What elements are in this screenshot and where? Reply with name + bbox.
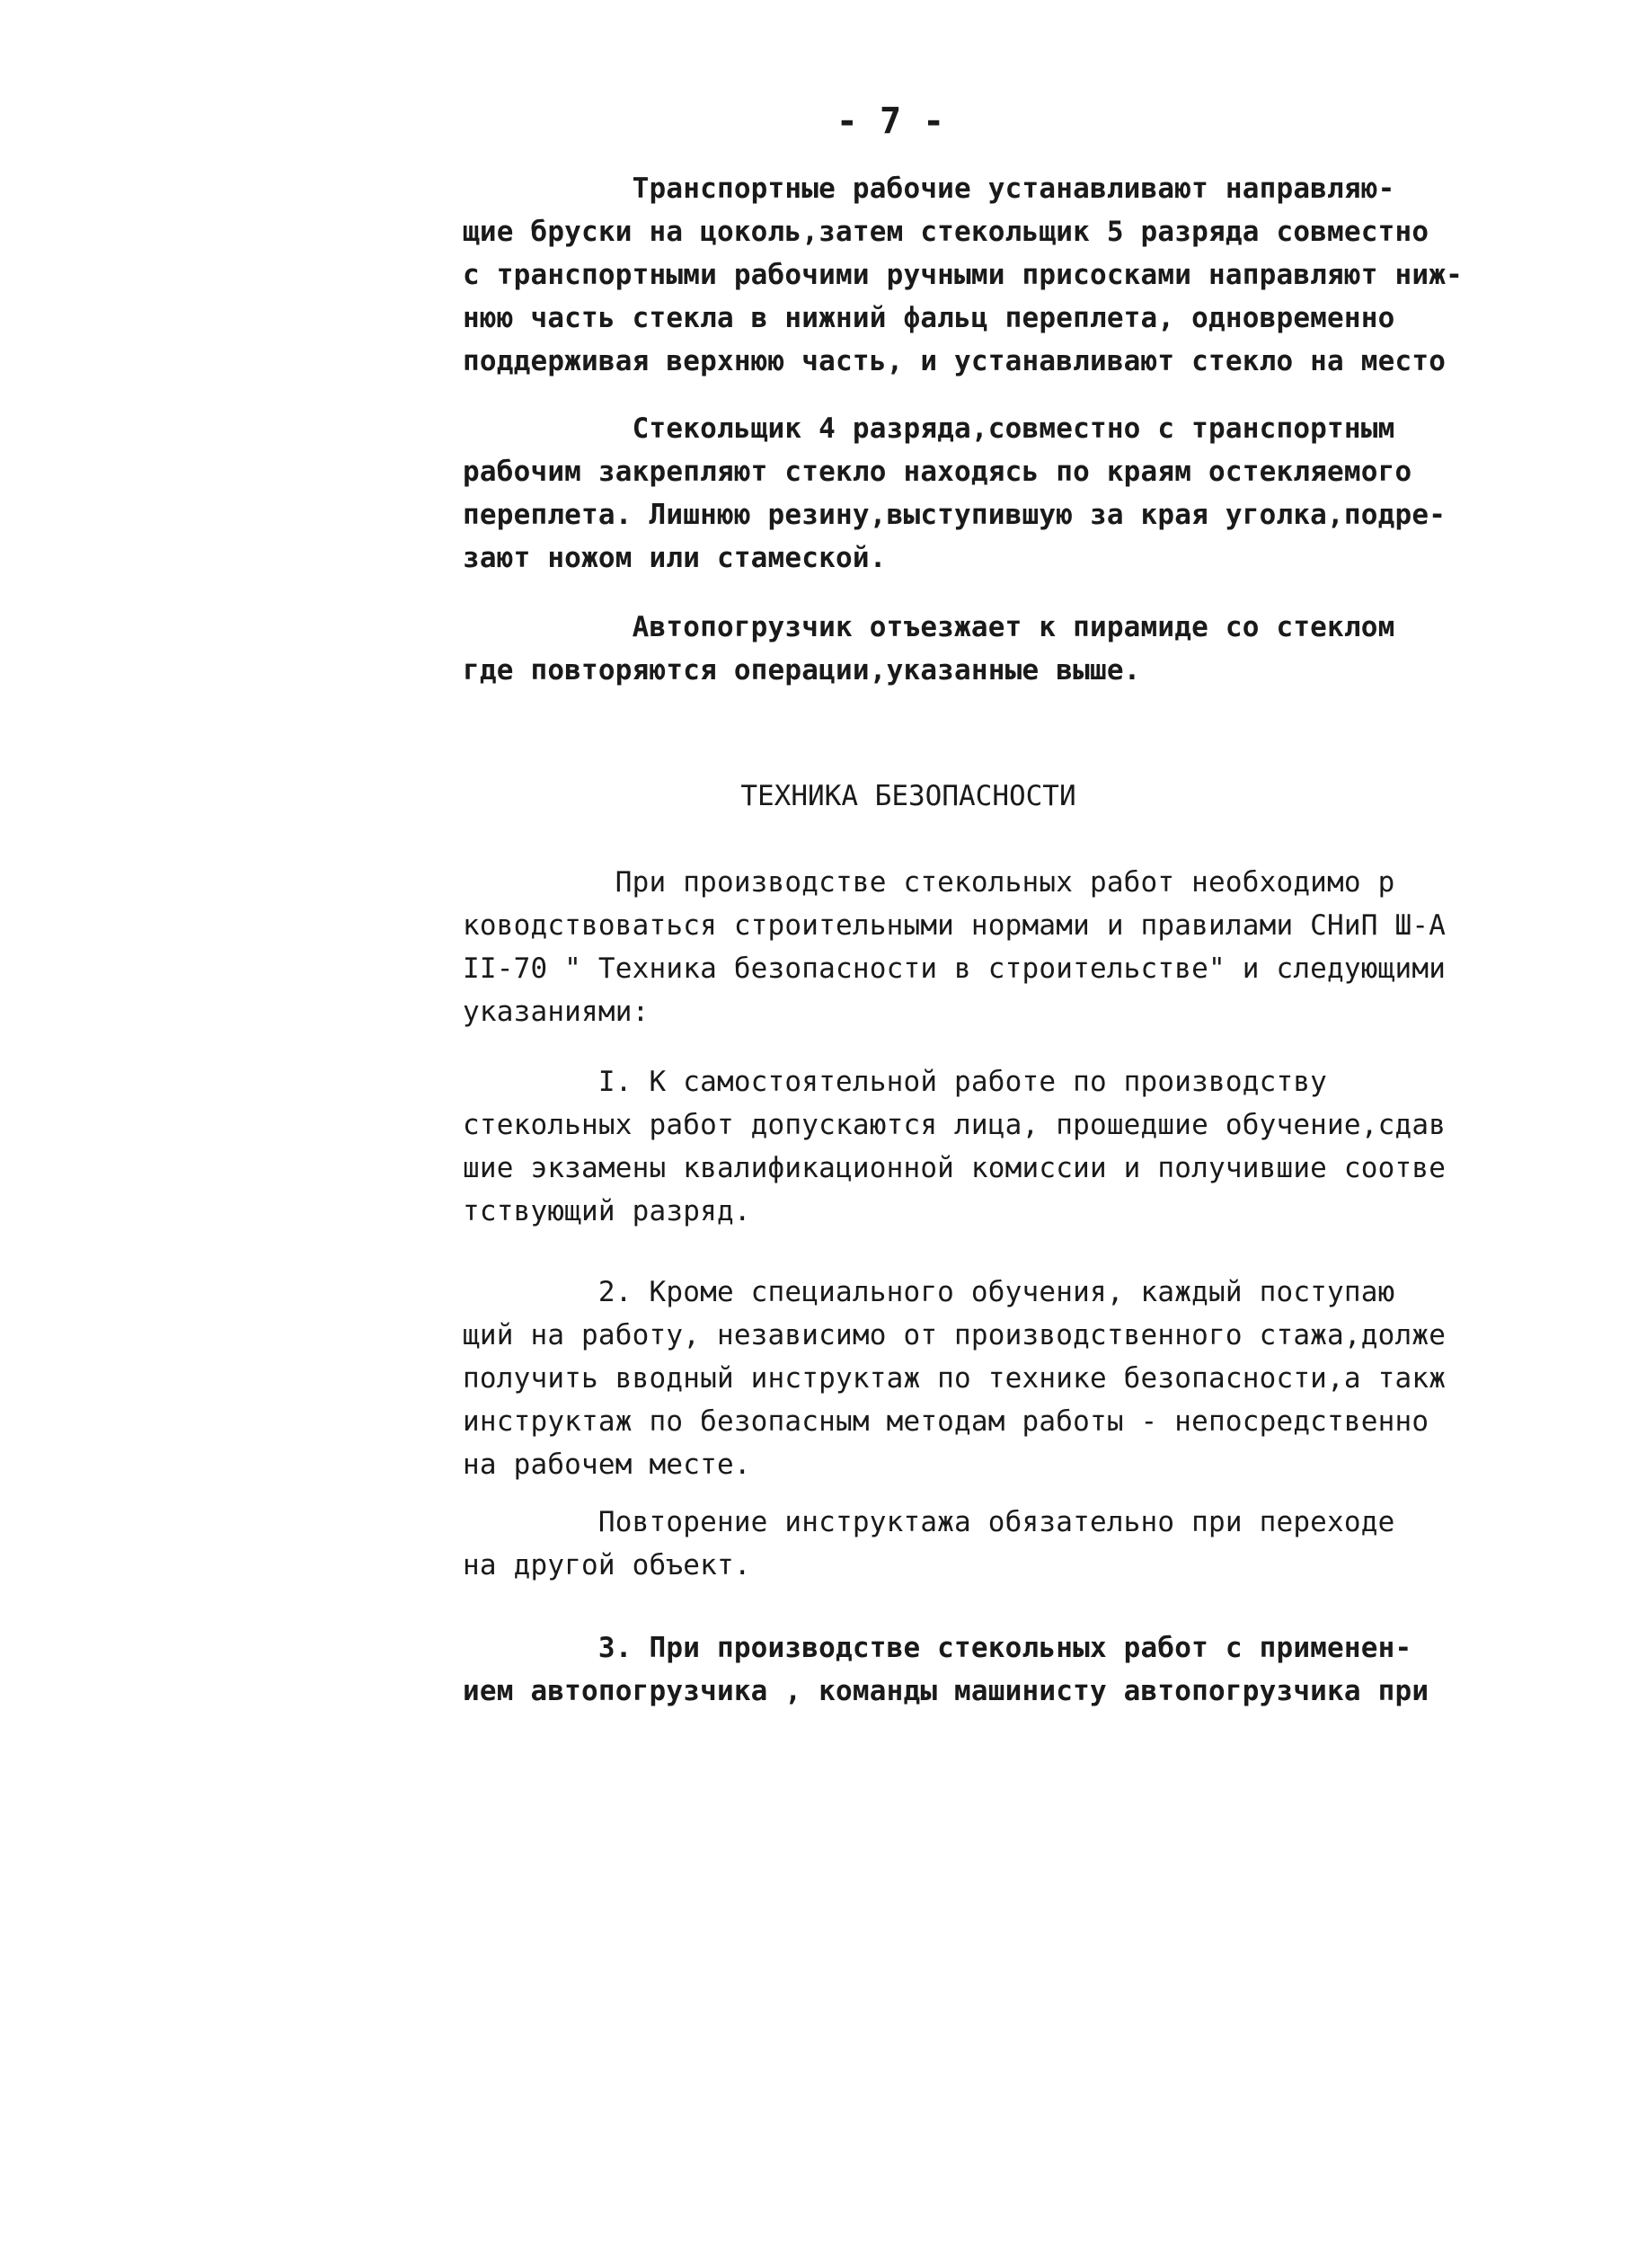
text-line: нюю часть стекла в нижний фальц переплета, одновременно (463, 302, 1395, 334)
paragraph-item-3 (463, 1626, 1487, 1713)
text-line: 2. Кроме специального обучения, каждый поступаю (463, 1276, 1395, 1308)
text-line: Стекольщик 4 разряда,совместно с транспортным (463, 412, 1395, 445)
text-line: рабочим закрепляют стекло находясь по краям остекляемого (463, 456, 1412, 488)
text-line: инструктаж по безопасным методам работы - непосредственно (463, 1405, 1429, 1438)
text-line: зают ножом или стамеской. (463, 542, 887, 574)
text-line: на другой объект. (463, 1549, 751, 1581)
paragraph-item-1 (463, 1060, 1487, 1233)
text-line: поддерживая верхнюю часть, и устанавливают стекло на место (463, 345, 1447, 377)
text-line: где повторяются операции,указанные выше. (463, 654, 1141, 687)
paragraph-forklift (463, 606, 1487, 692)
paragraph-item-2 (463, 1271, 1487, 1486)
text-line: тствующий разряд. (463, 1195, 751, 1227)
text-line: 3. При производстве стекольных работ с применен- (463, 1632, 1412, 1664)
text-line: ием автопогрузчика , команды машинисту автопогрузчика при (463, 1675, 1429, 1707)
text-line: с транспортными рабочими ручными присосками направляют ниж- (463, 259, 1463, 291)
page-number: - 7 - (836, 101, 945, 142)
text-line: стекольных работ допускаются лица, прошедшие обучение,сдав (463, 1109, 1447, 1141)
text-line: При производстве стекольных работ необходимо р (463, 866, 1395, 899)
text-line: щий на работу, независимо от производственного стажа,долже (463, 1319, 1447, 1351)
text-line: II-70 " Техника безопасности в строительстве" и следующими (463, 952, 1447, 985)
text-line: I. К самостоятельной работе по производству (463, 1066, 1328, 1098)
paragraph-repeat-briefing (463, 1501, 1487, 1587)
text-line: получить вводный инструктаж по технике безопасности,а такж (463, 1362, 1447, 1395)
text-line: на рабочем месте. (463, 1449, 751, 1481)
paragraph-fixing (463, 407, 1487, 580)
text-line: переплета. Лишнюю резину,выступившую за края уголка,подре- (463, 499, 1447, 531)
text-line: Повторение инструктажа обязательно при переходе (463, 1506, 1395, 1538)
text-line: указаниями: (463, 996, 650, 1028)
text-line: Автопогрузчик отъезжает к пирамиде со стеклом (463, 611, 1395, 643)
section-heading: ТЕХНИКА БЕЗОПАСНОСТИ (740, 780, 1076, 812)
text-line: шие экзамены квалификационной комиссии и получившие соотве (463, 1152, 1447, 1184)
text-line: щие бруски на цоколь,затем стекольщик 5 разряда совместно (463, 216, 1429, 248)
paragraph-installation (463, 167, 1487, 383)
text-line: Транспортные рабочие устанавливают направляю- (463, 173, 1395, 205)
paragraph-safety-intro (463, 861, 1487, 1033)
text-line: ководствоваться строительными нормами и правилами СНиП Ш-А (463, 909, 1447, 942)
